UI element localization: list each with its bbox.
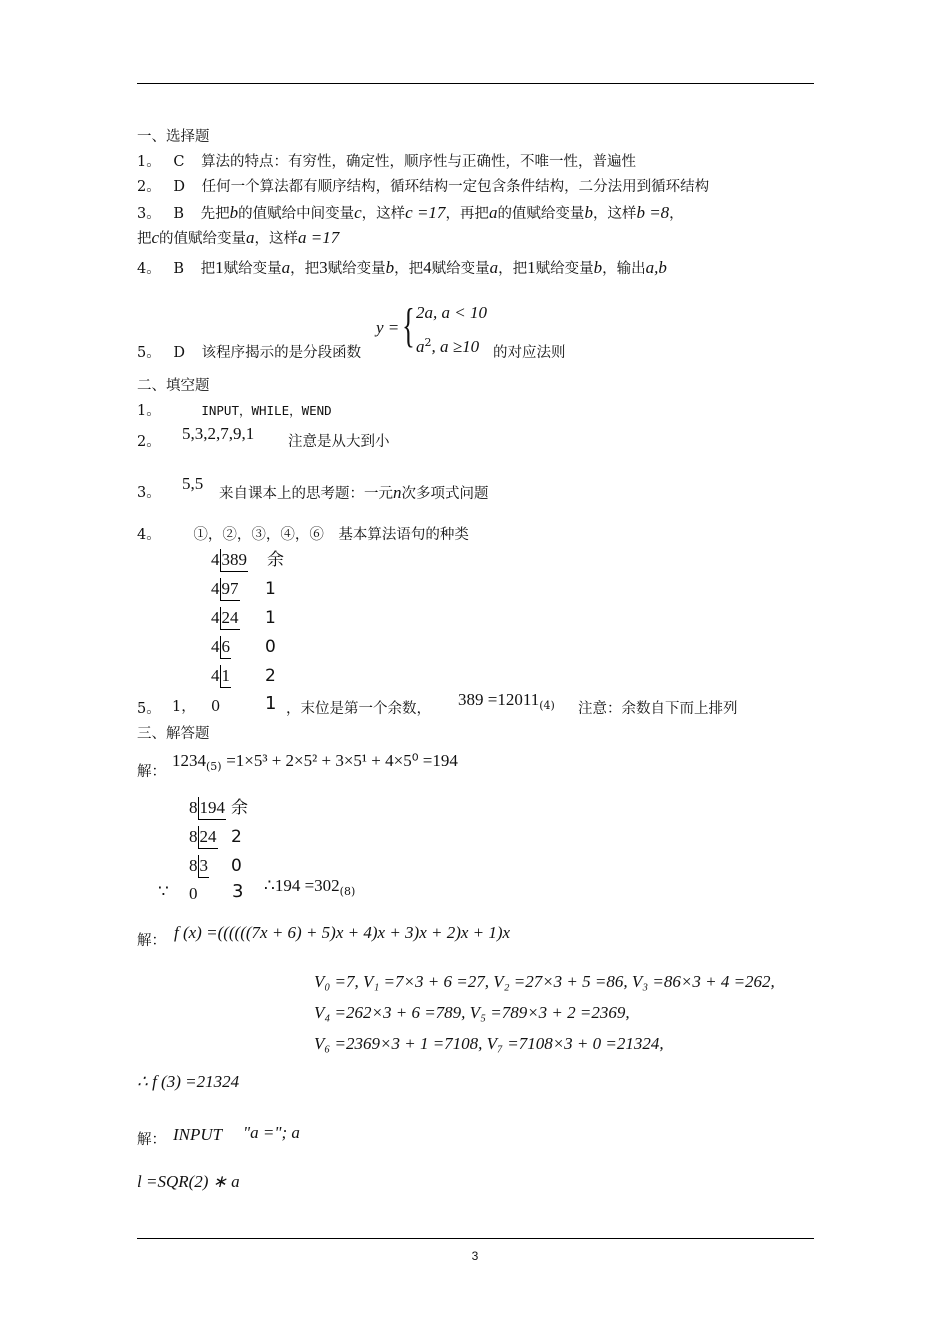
q3-text: 先把 [200, 206, 230, 222]
q3-text: ，这样 [361, 206, 406, 222]
q5-tail: 的对应法则 [493, 345, 566, 361]
q4-num: 3 [319, 258, 328, 277]
f5-c: 1 [265, 693, 277, 714]
q5-case-cond: , a ≥10 [431, 336, 480, 356]
quotient: 3 [198, 855, 210, 878]
q5-case-var: a [416, 336, 425, 356]
q4-text: ，把 [290, 261, 320, 277]
division-row [211, 665, 276, 688]
q3-text: 的值赋给中间变量 [238, 206, 355, 222]
f1-number: 1。 [137, 403, 161, 419]
divisor: 8 [189, 798, 198, 817]
quotient: 24 [220, 607, 240, 630]
base8-base: (8) [339, 884, 356, 898]
q4-text: 赋给变量 [535, 261, 594, 277]
section-heading-choice: 一、选择题 [137, 129, 210, 145]
q3-equation: a =17 [298, 228, 340, 247]
divisor: 4 [211, 608, 220, 627]
q3-text: 的值赋给变量 [497, 206, 585, 222]
division-row [211, 607, 276, 630]
p3-code-input: INPUT [173, 1125, 223, 1144]
p2-label: 解： [137, 933, 166, 949]
q2-line [137, 177, 709, 197]
q5-case-1: 2a, a < 10 [416, 303, 487, 322]
f5-eq: 389 =12011 [458, 690, 540, 709]
q4-text: 赋给变量 [327, 261, 386, 277]
q3-text: 的值赋给变量 [159, 231, 247, 247]
q4-var: b [385, 258, 395, 277]
q3-var: c [354, 203, 362, 222]
q4-num: 1 [215, 258, 224, 277]
q4-var: b [593, 258, 603, 277]
q4-num: 1 [527, 258, 536, 277]
q5-text: 该程序揭示的是分段函数 [201, 345, 362, 361]
q5-y: y = [376, 318, 400, 337]
division-row [189, 855, 242, 878]
p2-step-1: V₀ =7, V₁ =7×3 + 6 =27, V₂ =27×3 + 5 =86, V₃ =86×3 + 4 =262, [314, 972, 775, 991]
quotient: 24 [198, 826, 218, 849]
q4-text: ，把 [394, 261, 424, 277]
remainder: 1 [265, 579, 276, 599]
f5-base: (4) [539, 698, 555, 712]
q3-text: 把 [137, 231, 152, 247]
final-quotient: 0 [189, 884, 198, 903]
p3-code-assign: l =SQR(2) ∗ a [137, 1172, 240, 1191]
because-symbol: ∵ [158, 882, 169, 901]
q5-case-2 [416, 333, 479, 358]
quotient: 97 [220, 578, 240, 601]
header-rule [137, 83, 814, 84]
p1-lhs: 1234 [172, 751, 206, 770]
divisor: 8 [189, 827, 198, 846]
q4-text: ，输出 [602, 261, 646, 277]
f3-note [219, 483, 489, 504]
p2-horner-form: f (x) =((((((7x + 6) + 5)x + 4)x + 3)x + 2)x + 1)x [174, 923, 511, 942]
f3-number: 3。 [137, 485, 161, 501]
f3-value: 5,5 [182, 474, 204, 493]
q1-line [137, 152, 636, 172]
q4-answer: B [173, 261, 184, 277]
q2-answer: D [173, 179, 185, 195]
f5-equation [458, 690, 555, 716]
q3-var: b [229, 203, 239, 222]
q4-output: a,b [645, 258, 667, 277]
p2-step-3: V₆ =2369×3 + 1 =7108, V₇ =7108×3 + 0 =21324, [314, 1034, 664, 1053]
q3-var: a [488, 203, 498, 222]
q4-var: a [281, 258, 291, 277]
page-number: 3 [471, 1249, 479, 1263]
f5-note-2: 注意：余数自下而上排列 [578, 701, 738, 717]
divisor: 4 [211, 579, 220, 598]
q5-line [137, 343, 361, 363]
q4-line [137, 258, 667, 279]
f2-note: 注意是从大到小 [288, 434, 390, 450]
division-row [211, 549, 284, 572]
q3-text: ，这样 [592, 206, 637, 222]
f5-number: 5。 [137, 701, 161, 717]
q3-text: ，再把 [445, 206, 489, 222]
q4-text: ，把 [498, 261, 528, 277]
p3-code-prompt: "a ="; a [243, 1123, 300, 1142]
f5-b: 0 [211, 699, 221, 715]
p2-result: ∴ f (3) =21324 [137, 1072, 240, 1091]
quotient: 6 [220, 636, 232, 659]
remainder: 1 [265, 608, 276, 628]
section-heading-fill: 二、填空题 [137, 378, 210, 394]
q1-number: 1。 [137, 154, 161, 170]
footer-rule [137, 1238, 814, 1239]
divisor: 4 [211, 666, 220, 685]
q4-num: 4 [423, 258, 432, 277]
remainder: 2 [231, 827, 242, 847]
p1-equation [172, 751, 458, 777]
q5-number: 5。 [137, 345, 161, 361]
division-row [189, 797, 248, 820]
section-heading-solve: 三、解答题 [137, 726, 210, 742]
f4-number: 4。 [137, 527, 161, 543]
p2-step-2: V₄ =262×3 + 6 =789, V₅ =789×3 + 2 =2369, [314, 1003, 630, 1022]
q3-equation: c =17 [405, 203, 446, 222]
p1-base: (5) [206, 759, 222, 773]
remainder: 2 [265, 666, 276, 686]
remainder: 0 [265, 637, 276, 657]
q3-answer: B [173, 206, 184, 222]
division-row [211, 636, 276, 659]
f1-line [137, 401, 332, 421]
q3-line-2 [137, 228, 339, 249]
p1-label: 解： [137, 764, 166, 780]
f2-line [137, 432, 161, 452]
f1-text: INPUT，WHILE，WEND [201, 403, 332, 418]
q4-text: 赋给变量 [223, 261, 282, 277]
division-row [211, 578, 276, 601]
q5-case-exp: 2 [424, 336, 432, 349]
f5-note: ，末位是第一个余数， [286, 701, 431, 717]
q5-brace: { [402, 299, 415, 352]
q4-text: 赋给变量 [431, 261, 490, 277]
q4-number: 4。 [137, 261, 161, 277]
p3-label: 解： [137, 1132, 166, 1148]
f4-line [137, 525, 469, 545]
base8-result [264, 876, 355, 902]
q5-answer: D [173, 345, 185, 361]
quotient: 194 [198, 797, 227, 820]
final-remainder: 3 [232, 881, 244, 902]
q3-line [137, 203, 684, 224]
f3-note-text: 次多项式问题 [401, 486, 489, 502]
divisor: 8 [189, 856, 198, 875]
q3-var: b [584, 203, 593, 222]
q3-var: c [151, 228, 160, 247]
q3-number: 3。 [137, 206, 161, 222]
remainder-label: 余 [231, 798, 248, 818]
q2-number: 2。 [137, 179, 161, 195]
q4-text: 把 [200, 261, 216, 277]
q3-var: a [246, 228, 255, 247]
divisor: 4 [211, 550, 220, 569]
f3-note-text: 来自课本上的思考题：一元 [219, 486, 393, 502]
quotient: 389 [220, 549, 249, 572]
f3-var: n [393, 483, 402, 502]
remainder-label: 余 [267, 550, 284, 570]
division-row [189, 826, 242, 849]
remainder: 0 [231, 856, 242, 876]
q3-equation: b =8 [636, 203, 670, 222]
quotient: 1 [220, 665, 232, 688]
f2-number: 2。 [137, 434, 161, 450]
q1-answer: C [173, 154, 185, 170]
q1-text: 算法的特点：有穷性，确定性，顺序性与正确性，不唯一性，普遍性 [201, 154, 637, 170]
q3-text: ， [669, 206, 684, 222]
f4-text: ①，②，③，④，⑥ 基本算法语句的种类 [193, 527, 469, 543]
f2-value: 5,3,2,7,9,1 [182, 424, 255, 443]
f5-a: 1， [172, 699, 196, 715]
q3-text: ，这样 [254, 231, 299, 247]
q2-text: 任何一个算法都有顺序结构，循环结构一定包含条件结构，二分法用到循环结构 [201, 179, 710, 195]
p1-rhs: =1×5³ + 2×5² + 3×5¹ + 4×5⁰ =194 [226, 751, 458, 770]
divisor: 4 [211, 637, 220, 656]
q4-var: a [489, 258, 499, 277]
base8-result-eq: ∴194 =302 [264, 876, 340, 895]
